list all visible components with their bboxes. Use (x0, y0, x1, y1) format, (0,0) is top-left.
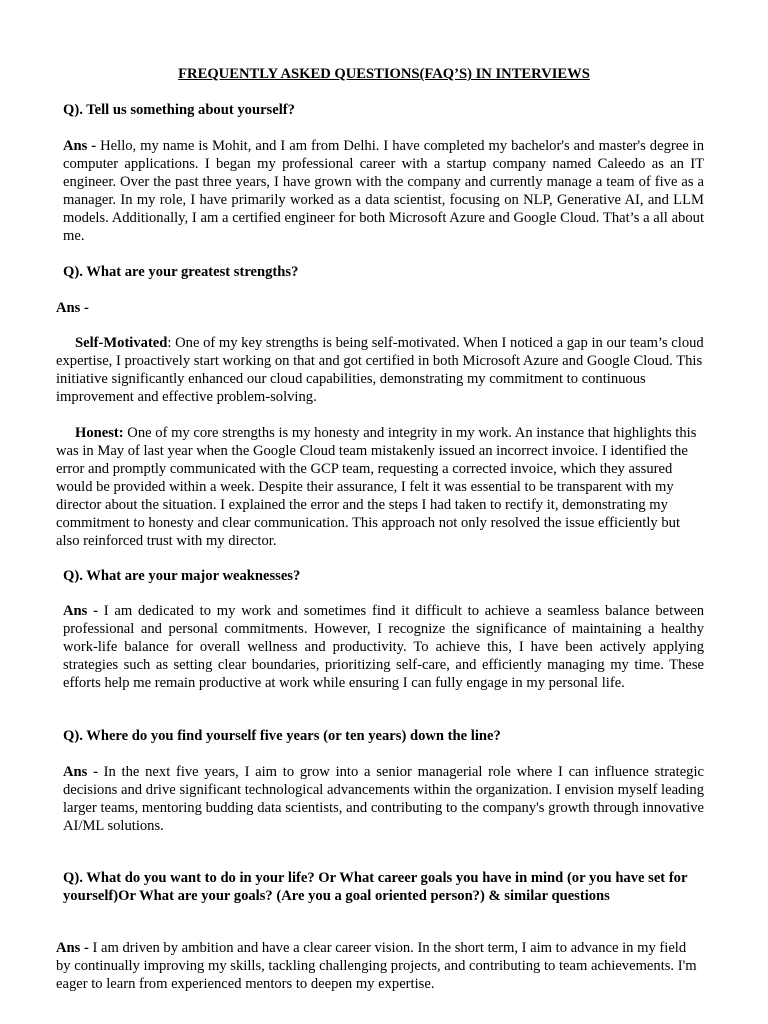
answer-2-label: Ans - (56, 300, 89, 316)
page-title: FREQUENTLY ASKED QUESTIONS(FAQ’S) IN INTERVIEWS (178, 66, 590, 82)
strength-1-label: Self-Motivated (75, 335, 168, 351)
question-5: Q). What do you want to do in your life? Or What career goals you have in mind (or you have set for yourself)Or What are your goals? (Are you a goal oriented person?) & similar questions (63, 870, 688, 904)
question-4: Q). Where do you find yourself five years (or ten years) down the line? (63, 728, 501, 744)
answer-1 (63, 137, 704, 245)
answer-1-text: Hello, my name is Mohit, and I am from Delhi. I have completed my bachelor's and master's degree in computer applications. I began my professional career with a startup company named Caleedo as an IT engineer. Over the past three years, I have grown with the company and currently manage a team of five as a manager. In my role, I have primarily worked as a data scientist, focusing on NLP, Generative AI, and LLM models. Additionally, I am a certified engineer for both Microsoft Azure and Google Cloud. That’s a all about me. (63, 138, 705, 244)
answer-5 (56, 939, 704, 993)
strength-2-label: Honest: (75, 425, 124, 441)
answer-4 (63, 763, 704, 835)
strength-1-text: : One of my key strengths is being self-motivated. When I noticed a gap in our team’s cloud expertise, I proactively start working on that and got certified in both Microsoft Azure and Google Cloud. This initiative significantly enhanced our cloud capabilities, demonstrating my commitment to continuous improvement and effective problem-solving. (56, 335, 704, 405)
answer-4-label: Ans - (63, 764, 98, 780)
strength-2-text: One of my core strengths is my honesty and integrity in my work. An instance that highlights this was in May of last year when the Google Cloud team mistakenly issued an incorrect invoice. I identified the error and promptly communicated with the GCP team, requesting a corrected invoice, which they assured would be provided within a week. Despite their assurance, I felt it was essential to be transparent with my director about the situation. I explained the error and the steps I had taken to rectify it, demonstrating my commitment to honesty and clear communication. This approach not only resolved the issue efficiently but also reinforced trust with my director. (56, 425, 697, 549)
strength-self-motivated (56, 334, 704, 406)
question-3: Q). What are your major weaknesses? (63, 568, 301, 584)
question-2: Q). What are your greatest strengths? (63, 264, 299, 280)
strength-honest (56, 424, 704, 550)
answer-3 (63, 602, 704, 692)
question-1: Q). Tell us something about yourself? (63, 102, 295, 118)
answer-4-text: In the next five years, I aim to grow into a senior managerial role where I can influence strategic decisions and drive significant technological advancements within the organization. I envision myself leading larger teams, mentoring budding data scientists, and contributing to the company's growth through innovative AI/ML solutions. (63, 764, 705, 834)
answer-5-label: Ans - (56, 940, 89, 956)
answer-5-text: I am driven by ambition and have a clear career vision. In the short term, I aim to advance in my field by continually improving my skills, tackling challenging projects, and contributing to team achievements. I'm eager to learn from experienced mentors to deepen my expertise. (56, 940, 697, 992)
answer-1-label: Ans - (63, 138, 97, 154)
answer-3-text: I am dedicated to my work and sometimes find it difficult to achieve a seamless balance between professional and personal commitments. However, I recognize the significance of maintaining a healthy work-life balance for overall wellness and productivity. To achieve this, I have been actively applying strategies such as setting clear boundaries, prioritizing self-care, and efficiently managing my time. These efforts help me remain productive at work while ensuring I can fully engage in my personal life. (63, 603, 704, 691)
answer-3-label: Ans - (63, 603, 98, 619)
